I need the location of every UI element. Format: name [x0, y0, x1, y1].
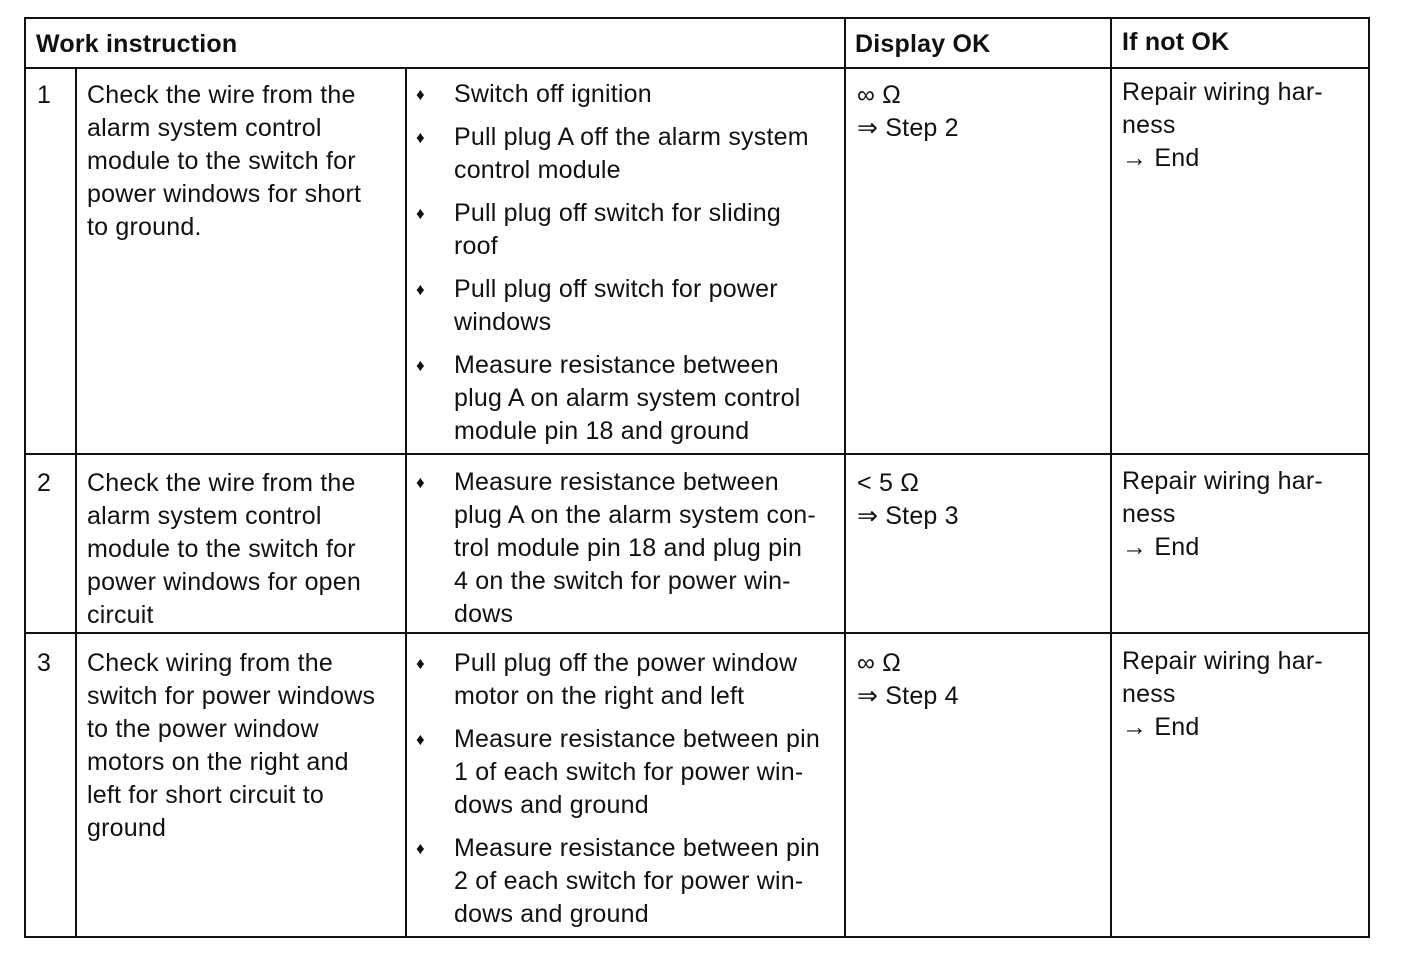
display-value: ∞ Ω — [857, 81, 902, 109]
step-item: ♦ Measure resistance between pin 2 of each switch for power win- dows and ground — [416, 834, 820, 928]
col-divider-notok — [1110, 19, 1112, 936]
desc-line: alarm system control — [87, 502, 322, 530]
desc-line: switch for power windows — [87, 682, 376, 710]
bullet-diamond-icon: ♦ — [416, 839, 425, 858]
step-item: ♦ Measure resistance between pin 1 of each switch for power win- dows and ground — [416, 725, 820, 819]
row-1-display-ok — [857, 79, 959, 145]
bullet-diamond-icon: ♦ — [416, 85, 425, 104]
bullet-diamond-icon: ♦ — [416, 204, 425, 223]
header-work-instruction: Work instruction — [36, 30, 238, 58]
col-divider-desc — [405, 68, 407, 936]
desc-line: power windows for open — [87, 568, 361, 596]
step-list — [416, 78, 836, 448]
step-item: ♦ Pull plug off switch for power windows — [416, 275, 778, 336]
bullet-diamond-icon: ♦ — [416, 654, 425, 673]
desc-line: circuit — [87, 601, 154, 629]
col-divider-display — [844, 19, 846, 936]
display-value: < 5 Ω — [857, 469, 920, 497]
next-step: ⇒ Step 3 — [857, 502, 959, 530]
col-divider-num — [75, 68, 77, 936]
bullet-diamond-icon: ♦ — [416, 473, 425, 492]
bullet-diamond-icon: ♦ — [416, 280, 425, 299]
row-3-if-not-ok: Repair wiring har- ness → End — [1122, 647, 1323, 741]
row-2-if-not-ok: Repair wiring har- ness → End — [1122, 467, 1323, 561]
step-list — [416, 466, 836, 631]
display-value: ∞ Ω — [857, 649, 902, 677]
step-list — [416, 647, 836, 931]
step-item: ♦ Measure resistance between plug A on alarm system control module pin 18 and ground — [416, 351, 801, 445]
row-3-number: 3 — [37, 649, 52, 677]
desc-line: module to the switch for — [87, 535, 356, 563]
row-2-description — [87, 467, 397, 632]
bullet-diamond-icon: ♦ — [416, 730, 425, 749]
desc-line: to the power window — [87, 715, 319, 743]
next-step: ⇒ Step 4 — [857, 682, 959, 710]
desc-line: left for short circuit to — [87, 781, 325, 809]
desc-line: Check wiring from the — [87, 649, 333, 677]
desc-line: ground — [87, 814, 167, 842]
row-3-display-ok — [857, 647, 959, 713]
desc-line: alarm system control — [87, 114, 322, 142]
desc-line: module to the switch for — [87, 147, 356, 175]
desc-line: Check the wire from the — [87, 469, 356, 497]
desc-line: Check the wire from the — [87, 81, 356, 109]
row-2-steps — [416, 466, 836, 641]
desc-line: power windows for short — [87, 180, 362, 208]
row-3-description — [87, 647, 399, 845]
bullet-diamond-icon: ♦ — [416, 128, 425, 147]
step-item: ♦ Measure resistance between plug A on the alarm system con- trol module pin 18 and plug pin 4 on the switch for power win- dows — [416, 468, 816, 628]
step-item: ♦ Pull plug off the power window motor on the right and left — [416, 649, 798, 710]
row-2-display-ok — [857, 467, 959, 533]
next-step: ⇒ Step 2 — [857, 114, 959, 142]
step-item: ♦ Pull plug A off the alarm system control module — [416, 123, 809, 184]
row-divider-header — [26, 67, 1368, 69]
bullet-diamond-icon: ♦ — [416, 356, 425, 375]
desc-line: to ground. — [87, 213, 202, 241]
row-1-number: 1 — [37, 81, 52, 109]
row-3-steps — [416, 647, 836, 941]
work-instruction-table — [24, 17, 1370, 938]
row-2-number: 2 — [37, 469, 52, 497]
row-1-steps — [416, 78, 836, 458]
header-if-not-ok: If not OK — [1122, 28, 1230, 56]
step-item: ♦ Switch off ignition — [416, 78, 836, 111]
header-display-ok: Display OK — [855, 30, 991, 58]
row-1-description — [87, 79, 397, 244]
step-item: ♦ Pull plug off switch for sliding roof — [416, 199, 781, 260]
row-1-if-not-ok: Repair wiring har- ness → End — [1122, 78, 1323, 172]
desc-line: motors on the right and — [87, 748, 349, 776]
